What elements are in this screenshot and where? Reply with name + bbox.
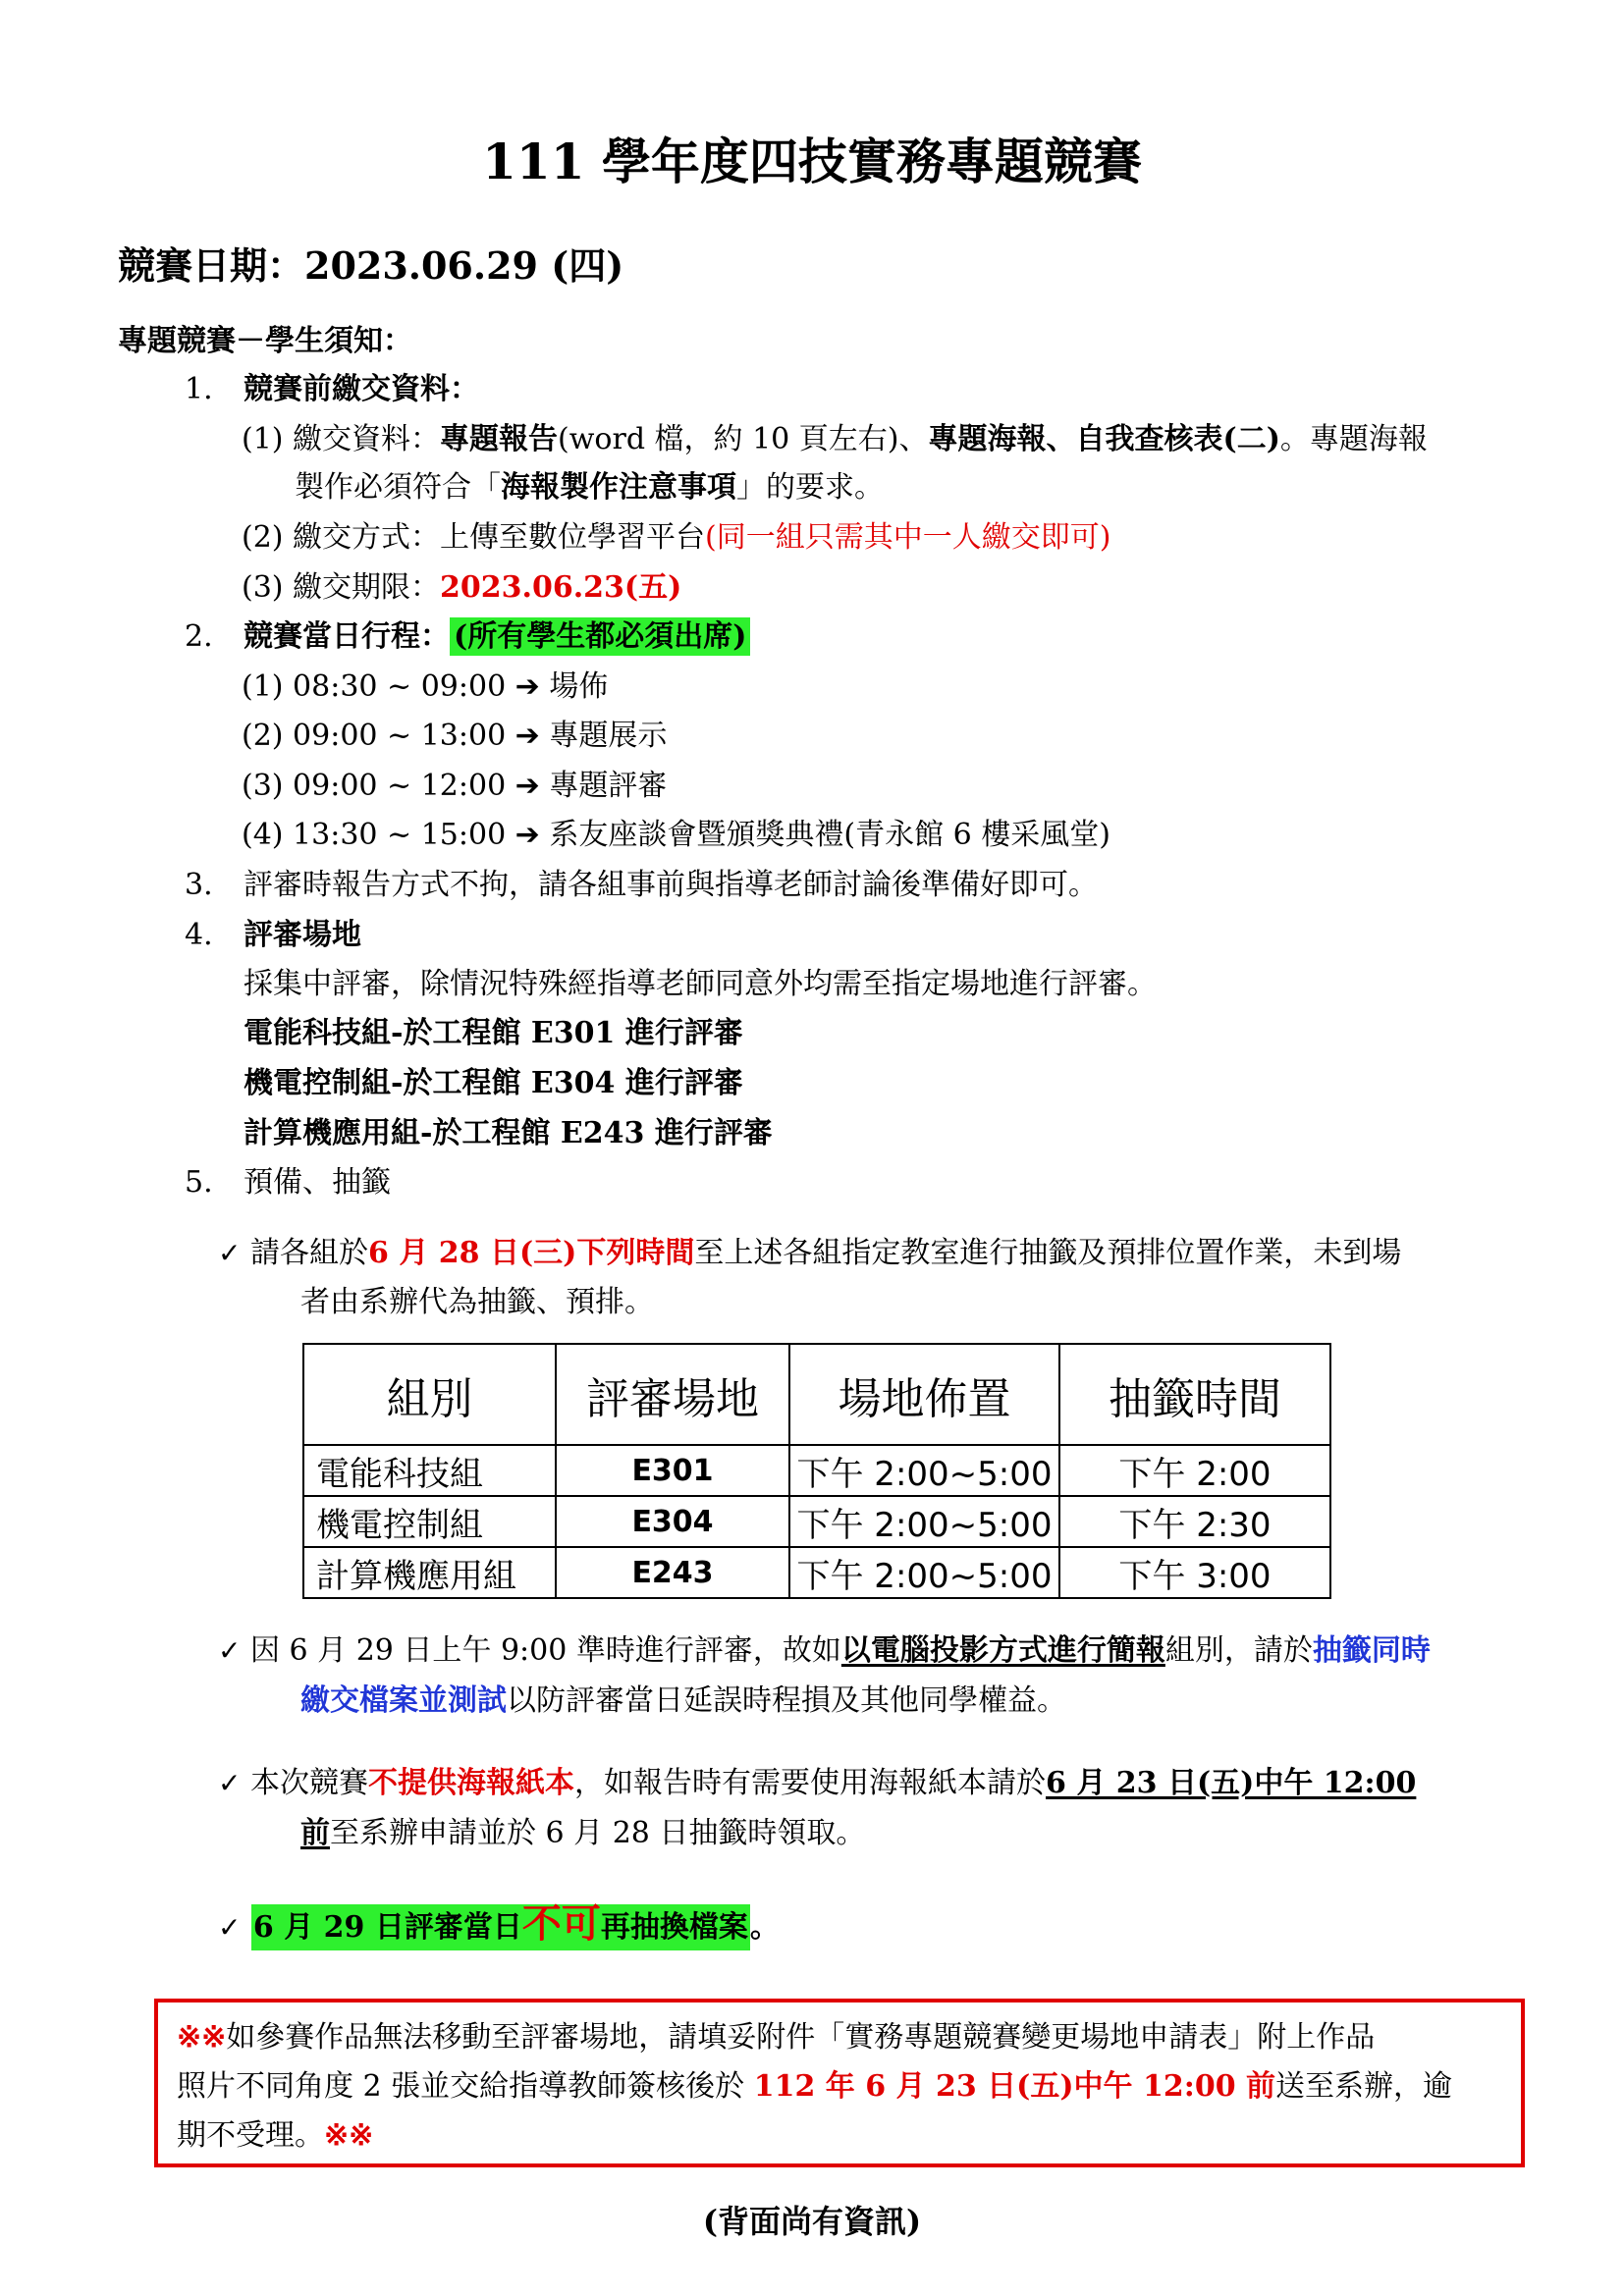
notice-heading: 專題競賽－學生須知：	[118, 324, 412, 358]
draw-date-time: 6 月 28 日(三)下列時間	[368, 1236, 695, 1270]
notice-line-1	[177, 2020, 1376, 2055]
table-row	[303, 1445, 1330, 1496]
check4-c: 再抽換檔案	[600, 1910, 748, 1945]
table-header: 場地佈置	[789, 1344, 1059, 1445]
check-item-1-line-2: 者由系辦代為抽籤、預排。	[300, 1285, 654, 1319]
section-2-heading-text: 競賽當日行程：	[244, 619, 450, 654]
check2-blue-b: 繳交檔案並測試	[300, 1683, 507, 1718]
check2-tail: 以防評審當日延誤時程損及其他同學權益。	[507, 1683, 1066, 1718]
notice-line-3	[177, 2118, 374, 2153]
check1-a: 請各組於	[250, 1236, 369, 1270]
s1-item-2-label: (2) 繳交方式：上傳至數位學習平台	[242, 520, 706, 555]
check2-blue-a: 抽籤同時	[1312, 1633, 1431, 1668]
check2-a: 因 6 月 29 日上午 9:00 準時進行評審，故如	[250, 1633, 841, 1668]
notice-l2-text: 照片不同角度 2 張並交給指導教師簽核後於	[177, 2069, 754, 2104]
s1-item-1-report: 專題報告	[440, 422, 559, 456]
table-header: 抽籤時間	[1059, 1344, 1330, 1445]
check4-a: 6 月 29 日評審當日	[252, 1910, 522, 1945]
s1-item-3-label: (3) 繳交期限：	[242, 570, 441, 605]
s1-item-1-l2c: 」的要求。	[736, 470, 884, 505]
check4-period: 。	[749, 1910, 780, 1945]
section-4-number: 4.	[185, 918, 213, 952]
check1-c: 至上述各組指定教室進行抽籤及預排位置作業，未到場	[694, 1236, 1402, 1270]
s1-item-1-tail: 。專題海報	[1279, 422, 1428, 456]
check3-c: ，如報告時有需要使用海報紙本請於	[574, 1766, 1047, 1800]
poster-request-deadline: 6 月 23 日(五)中午 12:00	[1046, 1766, 1417, 1800]
check-item-1	[218, 1236, 1402, 1270]
check3-tail: 至系辦申請並於 6 月 28 日抽籤時領取。	[330, 1816, 866, 1850]
check-item-2	[218, 1633, 1431, 1668]
projector-presentation-note: 以電腦投影方式進行簡報	[840, 1633, 1165, 1668]
check-icon: ✓	[218, 1237, 242, 1269]
section-3-number: 3.	[185, 868, 213, 902]
section-1-number: 1.	[185, 372, 213, 406]
check-icon: ✓	[218, 1911, 242, 1944]
check2-c: 組別，請於	[1164, 1633, 1313, 1668]
check-item-3-line-2	[300, 1816, 866, 1850]
check3-before: 前	[300, 1816, 330, 1850]
table-cell-venue: E304	[556, 1496, 789, 1547]
venue-e301: 電能科技組-於工程館 E301 進行評審	[244, 1016, 743, 1050]
notice-line-2	[177, 2069, 1453, 2104]
no-file-swap-highlight	[251, 1900, 750, 1950]
venue-e243: 計算機應用組-於工程館 E243 進行評審	[244, 1116, 773, 1150]
section-4-heading: 評審場地	[244, 918, 361, 952]
table-header: 組別	[303, 1344, 556, 1445]
s1-item-2-note: (同一組只需其中一人繳交即可)	[705, 520, 1111, 555]
check-item-2-line-2	[300, 1683, 1066, 1718]
check-item-4	[218, 1900, 780, 1947]
s1-item-3	[242, 570, 682, 605]
draw-schedule-table	[302, 1343, 1331, 1599]
venue-description: 採集中評審，除情況特殊經指導老師同意外均需至指定場地進行評審。	[244, 967, 1157, 1001]
table-cell-draw-time: 下午 3:00	[1059, 1547, 1330, 1598]
competition-date: 競賽日期：2023.06.29 (四)	[118, 243, 624, 288]
table-cell-group: 機電控制組	[303, 1496, 556, 1547]
section-5-number: 5.	[185, 1165, 213, 1200]
table-cell-setup: 下午 2:00~5:00	[789, 1496, 1059, 1547]
submission-deadline: 2023.06.23(五)	[440, 570, 682, 605]
check-item-3	[218, 1766, 1417, 1800]
table-cell-setup: 下午 2:00~5:00	[789, 1547, 1059, 1598]
page-title: 111 學年度四技實務專題競賽	[482, 133, 1142, 190]
notice-mark: ※※	[177, 2020, 227, 2055]
poster-guidelines-ref: 海報製作注意事項	[501, 470, 736, 505]
s1-item-2	[242, 520, 1111, 555]
notice-mark: ※※	[324, 2118, 374, 2153]
notice-l2-tail: 送至系辦，逾	[1275, 2069, 1453, 2104]
s1-item-1-poster: 專題海報、自我查核表(二)	[928, 422, 1280, 456]
back-page-note: (背面尚有資訊)	[702, 2203, 922, 2240]
table-cell-venue: E243	[556, 1547, 789, 1598]
schedule-item-3: (3) 09:00 ~ 12:00 ➔ 專題評審	[242, 769, 668, 803]
section-2-heading	[244, 619, 750, 654]
table-cell-setup: 下午 2:00~5:00	[789, 1445, 1059, 1496]
s1-item-1-line-2	[295, 470, 884, 505]
section-2-number: 2.	[185, 619, 213, 654]
notice-l1-text: 如參賽作品無法移動至評審場地，請填妥附件「實務專題競賽變更場地申請表」附上作品	[226, 2020, 1376, 2055]
table-cell-venue: E301	[556, 1445, 789, 1496]
table-row	[303, 1496, 1330, 1547]
table-row	[303, 1547, 1330, 1598]
no-poster-paper: 不提供海報紙本	[368, 1766, 575, 1800]
check-icon: ✓	[218, 1634, 242, 1667]
section-1-heading: 競賽前繳交資料：	[244, 372, 479, 406]
schedule-item-4: (4) 13:30 ~ 15:00 ➔ 系友座談會暨頒獎典禮(青永館 6 樓采風堂)	[242, 818, 1110, 852]
section-5-heading: 預備、抽籤	[244, 1165, 391, 1200]
attendance-required-highlight: (所有學生都必須出席)	[450, 617, 750, 656]
check3-a: 本次競賽	[250, 1766, 369, 1800]
s1-item-1-detail: (word 檔，約 10 頁左右)、	[558, 422, 929, 456]
table-cell-draw-time: 下午 2:00	[1059, 1445, 1330, 1496]
table-cell-group: 計算機應用組	[303, 1547, 556, 1598]
s1-item-1	[242, 422, 1428, 456]
table-header: 評審場地	[556, 1344, 789, 1445]
schedule-item-2: (2) 09:00 ~ 13:00 ➔ 專題展示	[242, 719, 668, 753]
venue-e304: 機電控制組-於工程館 E304 進行評審	[244, 1066, 743, 1100]
table-cell-group: 電能科技組	[303, 1445, 556, 1496]
table-header-row	[303, 1344, 1330, 1445]
table-cell-draw-time: 下午 2:30	[1059, 1496, 1330, 1547]
venue-change-deadline: 112 年 6 月 23 日(五)中午 12:00 前	[753, 2069, 1276, 2104]
notice-l3-text: 期不受理。	[177, 2118, 324, 2153]
schedule-item-1: (1) 08:30 ~ 09:00 ➔ 場佈	[242, 669, 609, 704]
check-icon: ✓	[218, 1767, 242, 1799]
s1-item-1-l2a: 製作必須符合「	[295, 470, 501, 505]
s1-item-1-label: (1) 繳交資料：	[242, 422, 441, 456]
check4-cannot: 不可	[521, 1900, 601, 1947]
section-3-text: 評審時報告方式不拘，請各組事前與指導老師討論後準備好即可。	[244, 868, 1098, 902]
